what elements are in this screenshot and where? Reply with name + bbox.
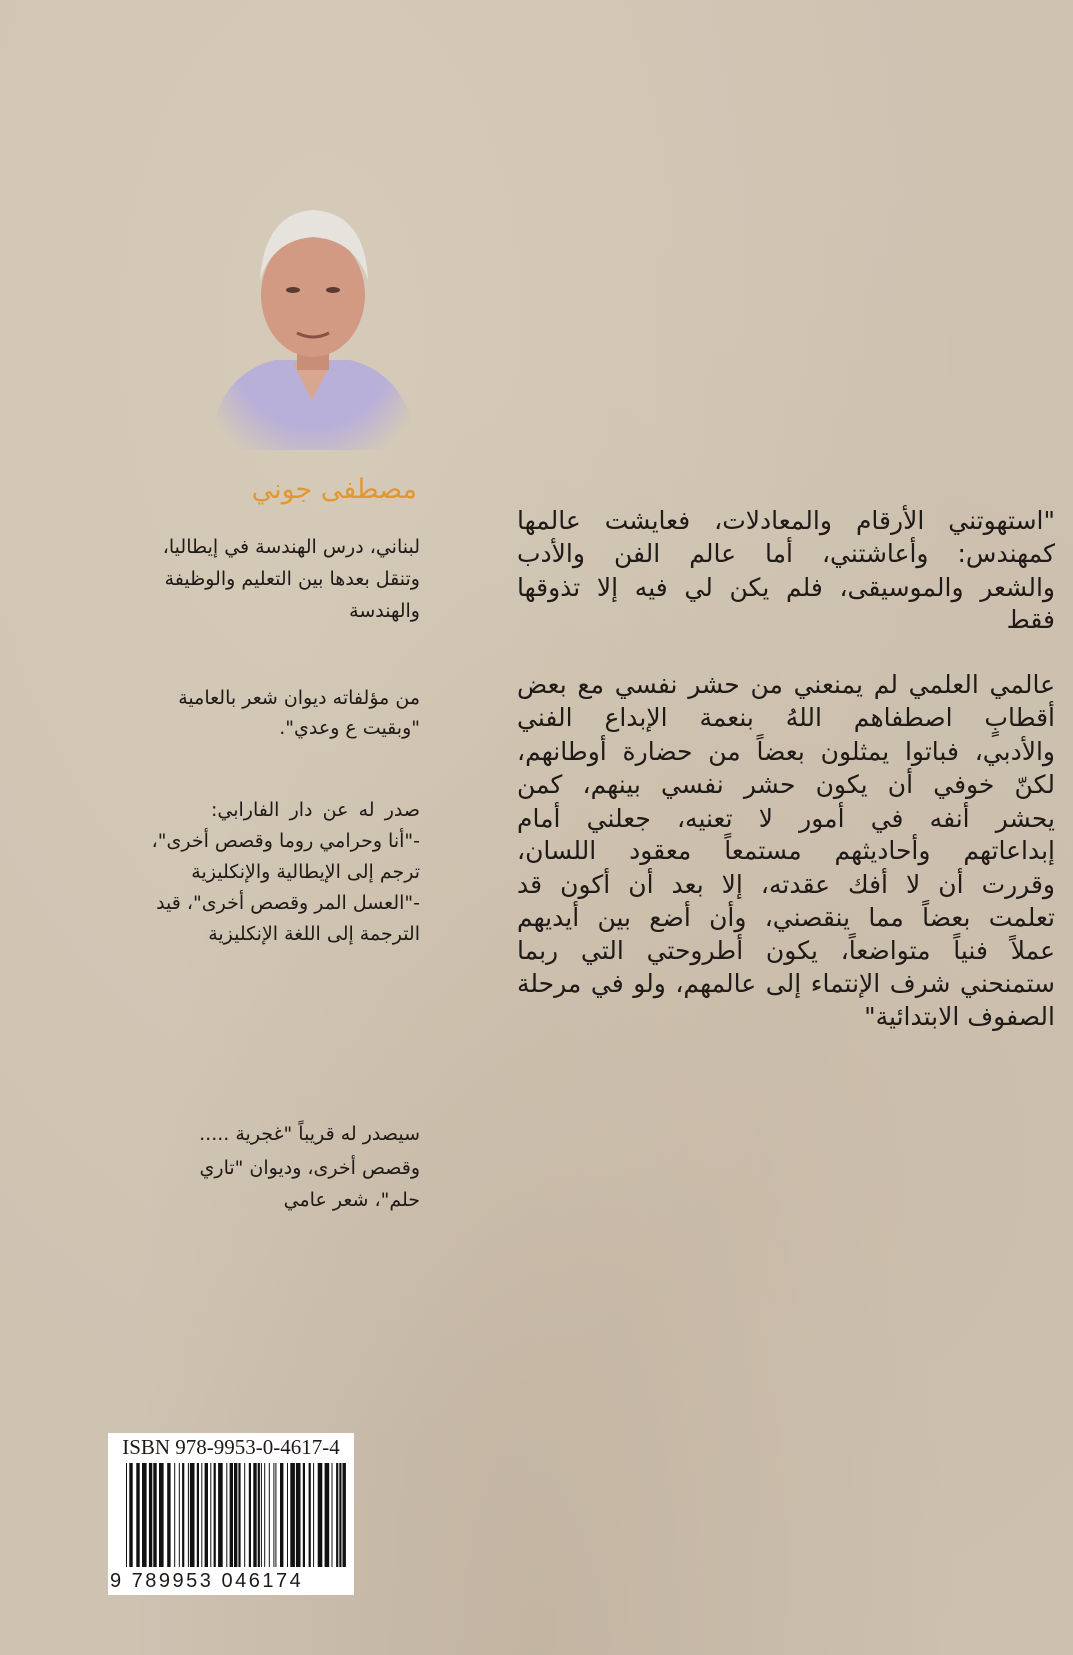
barcode-bar bbox=[318, 1463, 323, 1567]
barcode-bar bbox=[197, 1463, 199, 1567]
barcode-bar bbox=[269, 1463, 270, 1567]
barcode-bar bbox=[188, 1463, 189, 1567]
author-photo bbox=[205, 185, 420, 450]
quote-line: عملاً فنياً متواضعاً، يكون أطروحتي التي ربما bbox=[517, 936, 1055, 965]
barcode-bar bbox=[325, 1463, 330, 1567]
barcode-bar bbox=[136, 1463, 139, 1567]
barcode-bar bbox=[149, 1463, 152, 1567]
published-line: -"العسل المر وقصص أخرى"، قيد bbox=[156, 892, 420, 914]
barcode-bar bbox=[205, 1463, 208, 1567]
barcode-bar bbox=[253, 1463, 256, 1567]
quote-line: والشعر والموسيقى، فلم يكن لي فيه إلا تذوقها bbox=[517, 573, 1055, 602]
bio-line: والهندسة bbox=[349, 600, 420, 622]
barcode-bar bbox=[201, 1463, 202, 1567]
barcode-bar bbox=[129, 1463, 132, 1567]
published-line: صدر له عن دار الفارابي: bbox=[211, 799, 420, 821]
barcode-bar bbox=[273, 1463, 274, 1567]
barcode-bar bbox=[179, 1463, 180, 1567]
barcode-bar bbox=[258, 1463, 260, 1567]
works-line: من مؤلفاته ديوان شعر بالعامية bbox=[178, 687, 420, 709]
quote-line: فقط bbox=[1006, 605, 1055, 634]
barcode-bar bbox=[218, 1463, 223, 1567]
barcode-bar bbox=[280, 1463, 283, 1567]
barcode-bar bbox=[230, 1463, 233, 1567]
barcode-bar bbox=[303, 1463, 305, 1567]
barcode-digits: 9 789953 046174 bbox=[110, 1570, 304, 1592]
barcode-bar bbox=[332, 1463, 333, 1567]
quote-line: أقطابٍ اصطفاهم اللهُ بنعمة الإبداع الفني bbox=[517, 703, 1055, 732]
barcode-bar bbox=[126, 1463, 127, 1567]
barcode-bar bbox=[234, 1463, 237, 1567]
barcode-bar bbox=[142, 1463, 147, 1567]
quote-line: إبداعاتهم وأحاديثهم مستمعاً معقود اللسان، bbox=[517, 836, 1055, 865]
author-name: مصطفى جوني bbox=[251, 474, 417, 505]
published-line: -"أنا وحرامي روما وقصص أخرى"، bbox=[151, 830, 420, 852]
barcode-bar bbox=[238, 1463, 240, 1567]
isbn-label: ISBN 978-9953-0-4617-4 bbox=[122, 1435, 340, 1459]
barcode-bar bbox=[244, 1463, 245, 1567]
upcoming-line: وقصص أخرى، وديوان "تاري bbox=[199, 1157, 420, 1179]
barcode-bar bbox=[287, 1463, 288, 1567]
quote-line: الصفوف الابتدائية" bbox=[864, 1002, 1055, 1031]
quote-line: عالمي العلمي لم يمنعني من حشر نفسي مع بعض bbox=[517, 670, 1055, 699]
quote-line: "استهوتني الأرقام والمعادلات، فعايشت عالمها bbox=[517, 506, 1055, 535]
published-line: الترجمة إلى اللغة الإنكليزية bbox=[208, 923, 420, 945]
barcode-bar bbox=[210, 1463, 211, 1567]
barcode-bar bbox=[309, 1463, 311, 1567]
works-line: "وبقيت ع وعدي". bbox=[279, 717, 420, 739]
upcoming-line: حلم"، شعر عامي bbox=[283, 1189, 420, 1211]
published-line: ترجم إلى الإيطالية والإنكليزية bbox=[191, 861, 420, 883]
barcode-bar bbox=[159, 1463, 164, 1567]
barcode-bar bbox=[174, 1463, 175, 1567]
barcode-bar bbox=[226, 1463, 227, 1567]
barcode-bar bbox=[343, 1463, 346, 1567]
barcode-bar bbox=[153, 1463, 156, 1567]
barcode-bar bbox=[296, 1463, 301, 1567]
quote-line: تعلمت بعضاً مما ينقصني، وأن أضع بين أيديهم bbox=[517, 903, 1055, 932]
barcode-bar bbox=[249, 1463, 251, 1567]
barcode-bar bbox=[313, 1463, 314, 1567]
quote-line: والأدبي، فباتوا يمثلون بعضاً من حضارة أوطانهم، bbox=[517, 737, 1055, 766]
barcode-bars bbox=[126, 1463, 346, 1567]
quote-line: يحشر أنفه في أمور لا تعنيه، جعلني أمام bbox=[517, 804, 1055, 833]
barcode-bar bbox=[261, 1463, 262, 1567]
barcode-bar bbox=[214, 1463, 216, 1567]
quote-line: لكنّ خوفي أن يكون حشر نفسي بينهم، كمن bbox=[517, 770, 1055, 799]
barcode-bar bbox=[336, 1463, 338, 1567]
barcode-bar bbox=[290, 1463, 295, 1567]
barcode-bar bbox=[339, 1463, 341, 1567]
quote-line: كمهندس: وأعاشتني، أما عالم الفن والأدب bbox=[517, 539, 1055, 568]
isbn-barcode bbox=[108, 1433, 354, 1595]
bio-line: لبناني، درس الهندسة في إيطاليا، bbox=[162, 536, 420, 558]
barcode-bar bbox=[264, 1463, 265, 1567]
upcoming-line: سيصدر له قريباً "غجرية ..... bbox=[199, 1123, 420, 1145]
quote-line: ستمنحني شرف الإنتماء إلى عالمهم، ولو في مرحلة bbox=[517, 969, 1055, 998]
barcode-bar bbox=[167, 1463, 170, 1567]
barcode-bar bbox=[190, 1463, 195, 1567]
barcode-bar bbox=[275, 1463, 276, 1567]
barcode-bar bbox=[182, 1463, 184, 1567]
bio-line: وتنقل بعدها بين التعليم والوظيفة bbox=[164, 568, 420, 590]
quote-line: وقررت أن لا أفك عقدته، إلا بعد أن أكون قد bbox=[517, 870, 1055, 899]
